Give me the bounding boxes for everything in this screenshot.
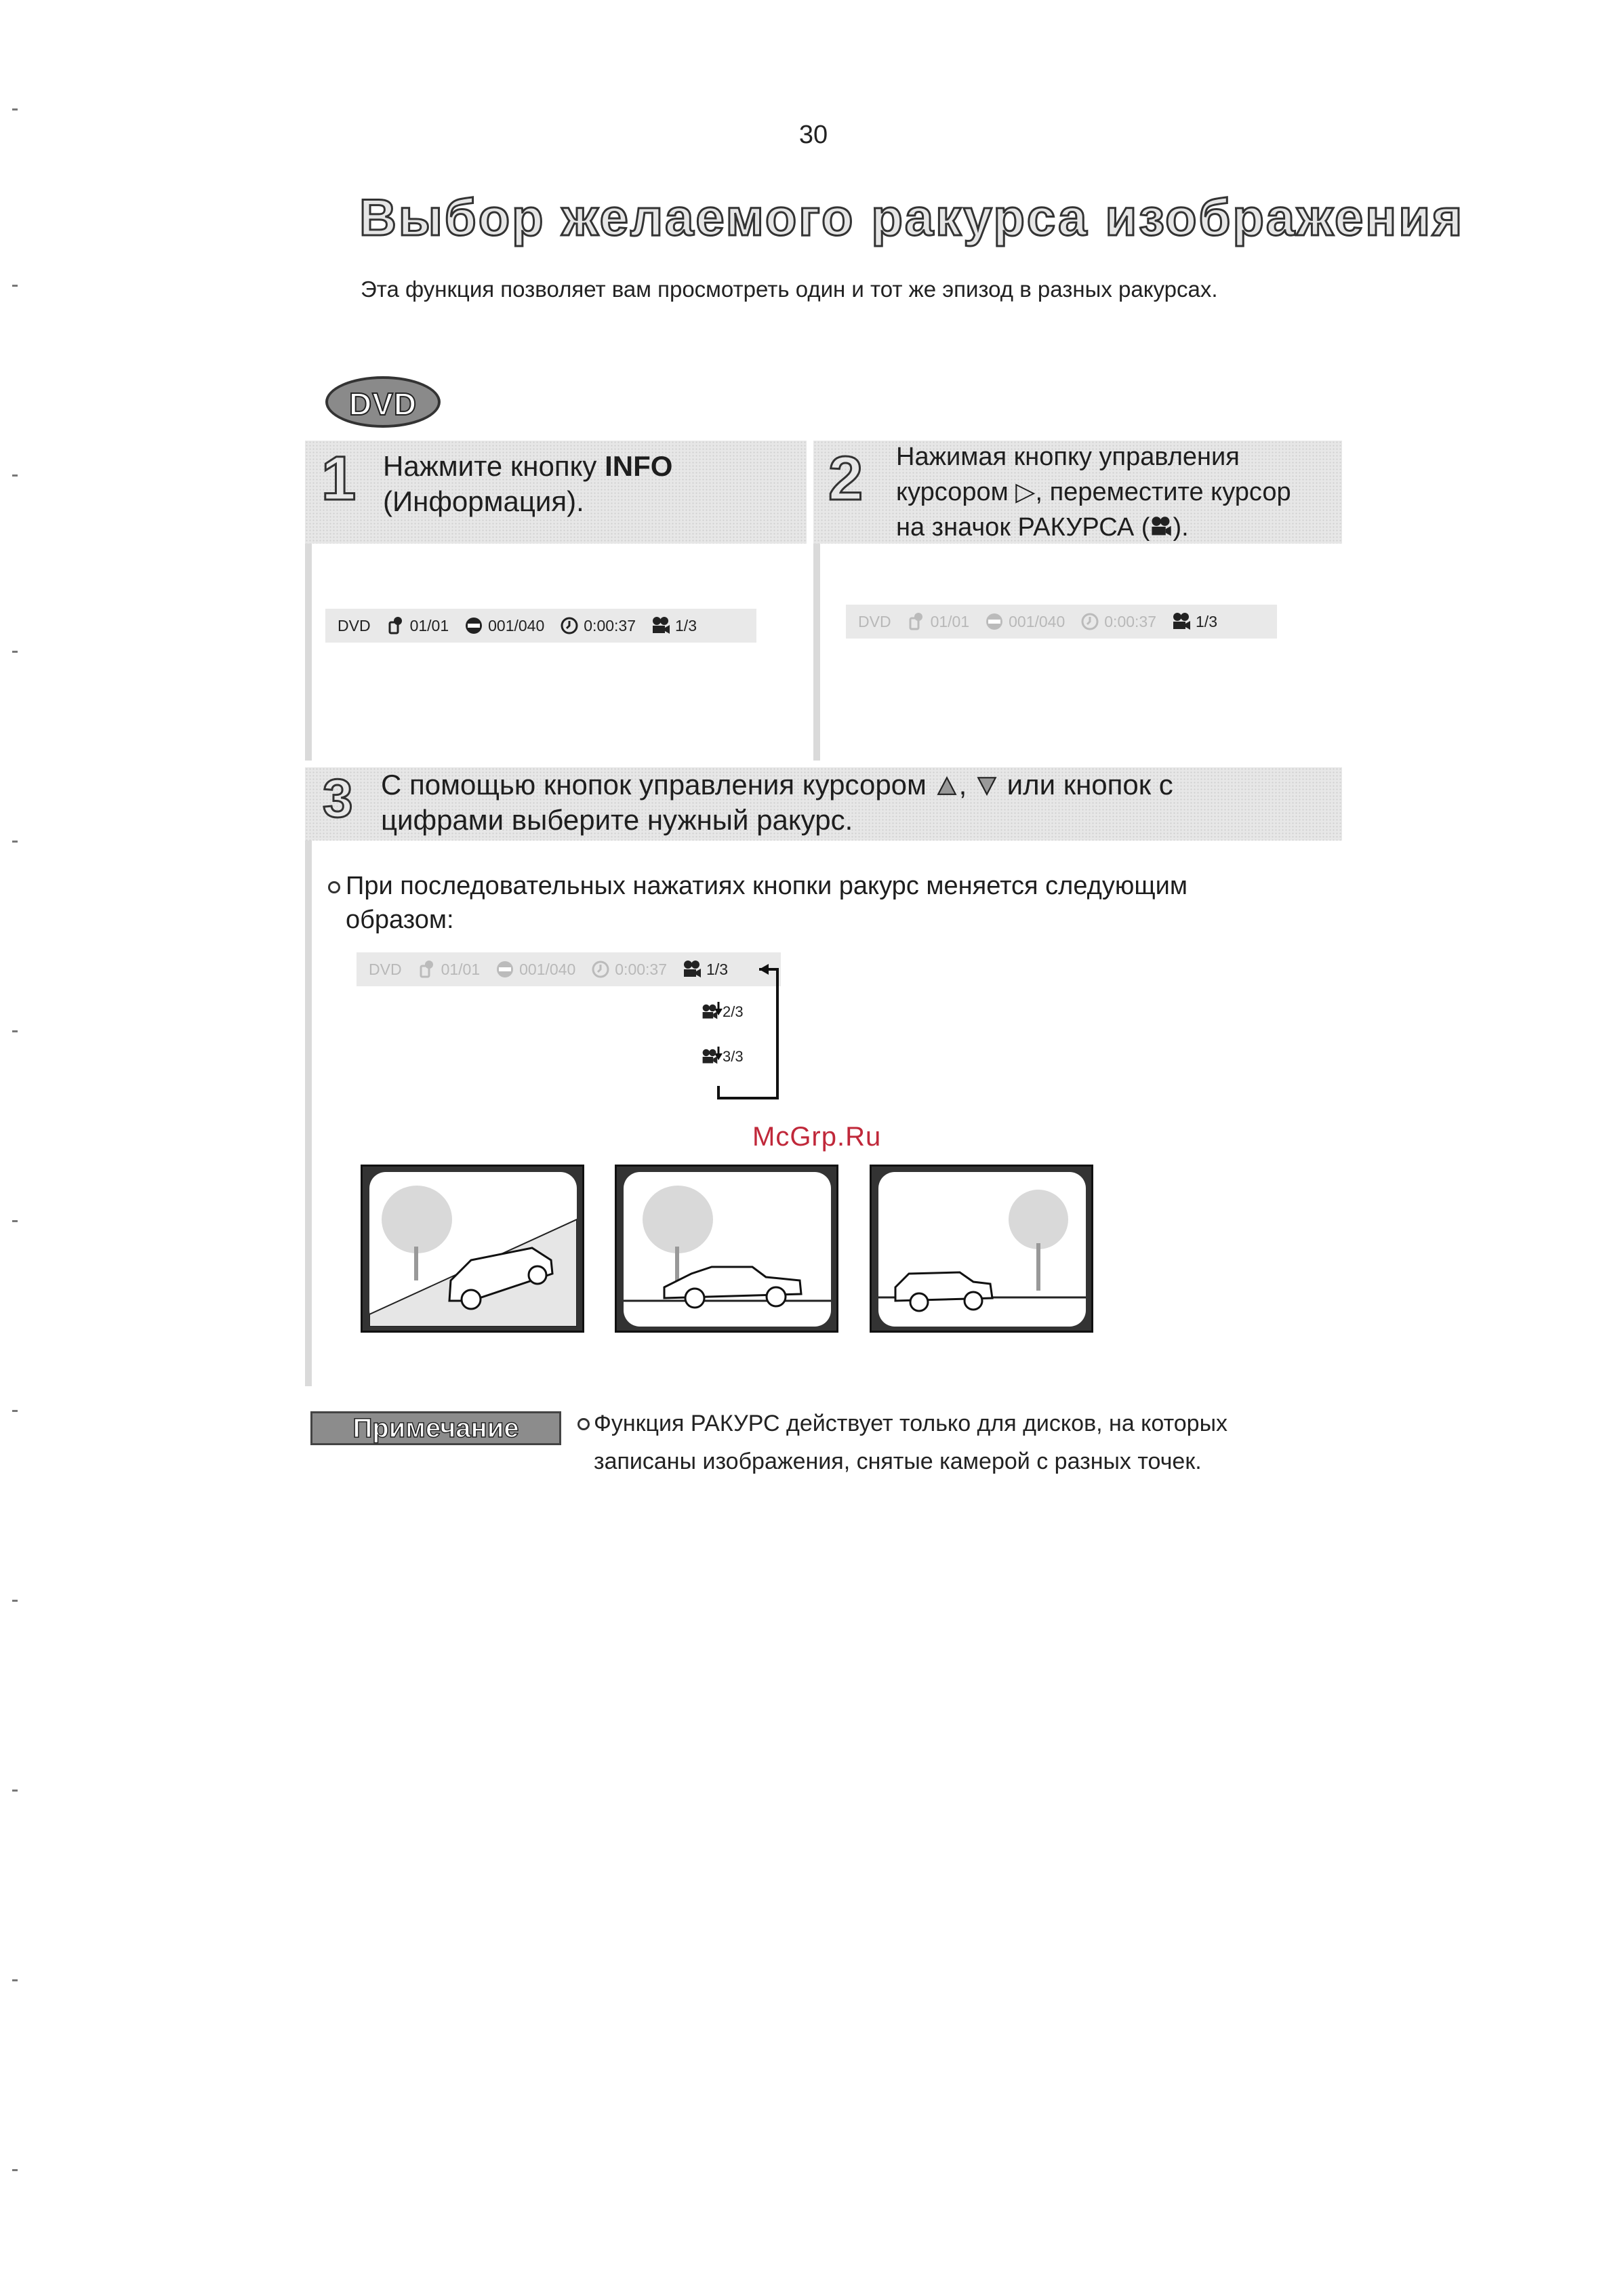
step1-text-line2: (Информация). — [383, 485, 584, 517]
step3-line1-a: С помощью кнопок управления курсором — [381, 769, 935, 801]
osd-chapter-value: 001/040 — [519, 960, 576, 978]
step2-number: 2 — [828, 444, 864, 513]
step3-separator: , — [958, 769, 967, 801]
osd-time — [559, 615, 636, 636]
title-icon — [417, 959, 437, 979]
osd-chapter — [495, 959, 575, 979]
osd-disc-label: DVD — [858, 612, 891, 630]
osd-disc — [858, 613, 891, 631]
margin-mark — [12, 1979, 18, 1981]
osd-angle-value: 1/3 — [1196, 612, 1217, 630]
angle-scene-1 — [361, 1165, 584, 1333]
angle-cycle-arrows — [685, 957, 793, 1106]
note-line1: Функция РАКУРС действует только для дисков, на которых — [594, 1411, 1228, 1436]
scene-illustration — [878, 1172, 1086, 1327]
camera-angle-icon — [701, 1003, 718, 1021]
camera-angle-icon — [651, 615, 671, 636]
step3-line2: цифрами выберите нужный ракурс. — [381, 804, 853, 836]
scene-illustration — [369, 1172, 577, 1327]
angle-step-3 — [701, 1048, 744, 1066]
angle-scene-2 — [615, 1165, 838, 1333]
osd-title-value: 01/01 — [930, 612, 970, 630]
watermark: McGrp.Ru — [752, 1122, 882, 1152]
step3-header — [305, 767, 1342, 841]
note-bullet-marker — [577, 1418, 590, 1430]
osd-title-value: 01/01 — [409, 616, 449, 634]
angle-seq-1: 1/3 — [706, 960, 728, 978]
osd-time — [590, 959, 667, 979]
osd-angle — [1171, 611, 1217, 632]
clock-icon — [590, 959, 611, 979]
step1-text-prefix: Нажмите кнопку — [383, 450, 605, 482]
step2-text — [896, 439, 1291, 545]
step3-line1-b: или кнопок с — [998, 769, 1173, 801]
bullet-marker — [328, 881, 340, 893]
osd-title — [386, 615, 449, 636]
note-line2: записаны изображения, снятые камерой с разных точек. — [594, 1449, 1202, 1474]
osd-chapter — [984, 611, 1065, 632]
bullet-line2: образом: — [346, 906, 454, 934]
osd-disc-label: DVD — [338, 616, 371, 634]
osd-bar-step1 — [325, 609, 756, 643]
osd-disc — [369, 961, 402, 979]
osd-time — [1080, 611, 1156, 632]
title-icon — [906, 611, 927, 632]
osd-chapter — [464, 615, 544, 636]
clock-icon — [1080, 611, 1100, 632]
camera-angle-icon — [1150, 515, 1173, 538]
step2-line3-suffix: ). — [1173, 513, 1189, 542]
chapter-icon — [464, 615, 484, 636]
osd-time-value: 0:00:37 — [615, 960, 668, 978]
osd-time-value: 0:00:37 — [584, 616, 636, 634]
osd-title-value: 01/01 — [441, 960, 481, 978]
margin-mark — [12, 1410, 18, 1412]
step2-body — [813, 544, 1342, 761]
triangle-down-icon — [975, 775, 999, 796]
osd-chapter-value: 001/040 — [1009, 612, 1065, 630]
step2-line1: Нажимая кнопку управления — [896, 443, 1240, 471]
osd-angle — [651, 615, 697, 636]
osd-angle-value: 1/3 — [675, 616, 697, 634]
margin-mark — [12, 1600, 18, 1602]
intro-text: Эта функция позволяет вам просмотреть один и тот же эпизод в разных ракурсах. — [361, 277, 1218, 302]
step2-header — [813, 441, 1342, 544]
step1-info-button-name: INFO — [605, 450, 673, 482]
page-number: 30 — [798, 121, 828, 149]
margin-mark — [12, 1030, 18, 1032]
step1-body — [305, 544, 807, 761]
scene-illustration — [624, 1172, 831, 1327]
chapter-icon — [984, 611, 1004, 632]
margin-mark — [12, 108, 18, 110]
step2-line2: курсором ▷, переместите курсор — [896, 478, 1291, 506]
title-icon — [386, 615, 406, 636]
step3-number: 3 — [323, 768, 353, 828]
angle-seq-2: 2/3 — [723, 1003, 744, 1020]
osd-chapter-value: 001/040 — [488, 616, 545, 634]
page-title: Выбор желаемого ракурса изображения — [359, 189, 1465, 247]
step1-text — [383, 449, 672, 519]
step3-text — [381, 767, 1173, 838]
note-label: Примечание — [310, 1411, 561, 1445]
margin-mark — [12, 1220, 18, 1222]
osd-disc-label: DVD — [369, 960, 402, 978]
dvd-badge — [325, 376, 441, 428]
angle-scene-3 — [870, 1165, 1093, 1333]
margin-mark — [12, 474, 18, 477]
osd-title — [906, 611, 970, 632]
dvd-badge-label: DVD — [348, 386, 418, 422]
margin-mark — [12, 651, 18, 653]
note-text — [594, 1405, 1339, 1480]
osd-title — [417, 959, 481, 979]
step1-number: 1 — [321, 444, 357, 513]
angle-seq-3: 3/3 — [723, 1048, 744, 1065]
camera-angle-icon — [1171, 611, 1192, 632]
angle-step-2 — [701, 1003, 744, 1021]
margin-mark — [12, 841, 18, 843]
bullet-text — [346, 869, 1187, 937]
bullet-line1: При последовательных нажатиях кнопки ракурс меняется следующим — [346, 872, 1187, 900]
margin-mark — [12, 1790, 18, 1792]
camera-angle-icon — [701, 1048, 718, 1066]
clock-icon — [559, 615, 580, 636]
margin-mark — [12, 285, 18, 287]
chapter-icon — [495, 959, 515, 979]
triangle-up-icon — [935, 775, 959, 796]
step1-header — [305, 441, 807, 544]
step2-line3-prefix: на значок РАКУРСА ( — [896, 513, 1150, 542]
osd-bar-step2 — [846, 605, 1277, 639]
osd-disc — [338, 617, 371, 635]
margin-mark — [12, 2169, 18, 2171]
osd-time-value: 0:00:37 — [1104, 612, 1157, 630]
